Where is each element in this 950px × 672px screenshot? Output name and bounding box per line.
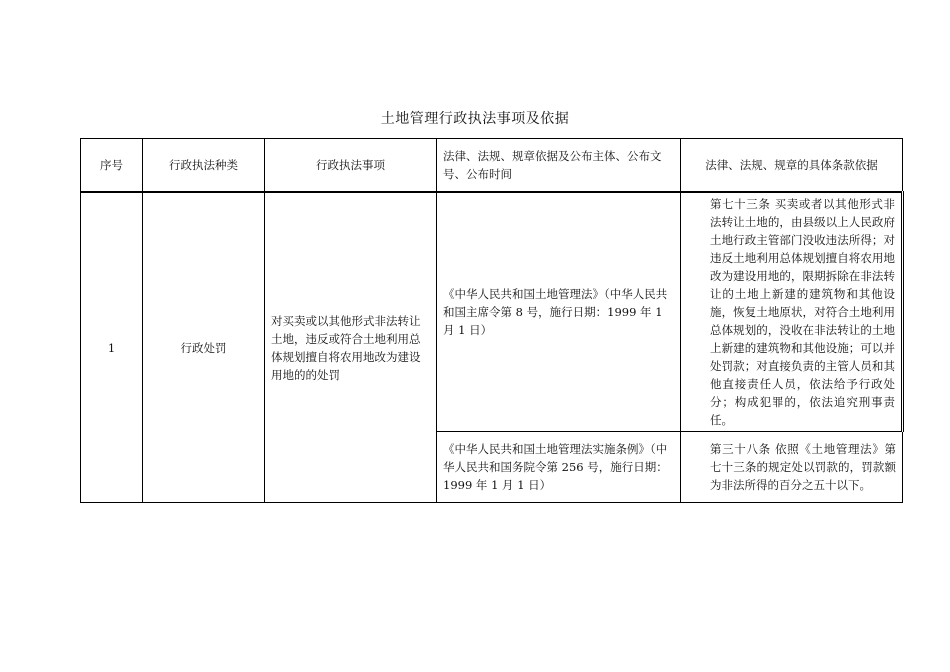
- header-legal-basis: 法律、法规、规章依据及公布主体、公布文号、公布时间: [437, 139, 681, 193]
- cell-category: 行政处罚: [143, 192, 265, 503]
- cell-article-text: [681, 192, 903, 432]
- table-row: [81, 192, 903, 432]
- table-header-row: [81, 139, 903, 193]
- cell-legal-basis: 《中华人民共和国土地管理法实施条例》（中华人民共和国务院令第 256 号，施行日期：1999 年 1 月 1 日）: [437, 432, 681, 503]
- cell-article-text: [681, 432, 903, 503]
- header-specific-articles: 法律、法规、规章的具体条款依据: [681, 139, 903, 193]
- article-paragraph: 第三十八条 依照《土地管理法》第七十三条的规定处以罚款的，罚款额为非法所得的百分之五十以下。: [710, 442, 896, 492]
- cell-seq: 1: [81, 192, 143, 503]
- article-paragraph: 第七十三条 买卖或者以其他形式非法转让土地的，由县级以上人民政府土地行政主管部门没收违法所得；对违反土地利用总体规划擅自将农用地改为建设用地的，限期拆除在非法转让的土地上新建的建筑物和其他设施，恢复土地原状，对符合土地利用总体规划的，没收在非法转让的土地上新建的建筑物和其他设施；可以并处罚款；对直接负责的主管人员和其他直接责任人员，依法给予行政处分；构成犯罪的，依法追究刑事责任。: [710, 197, 895, 427]
- header-category: 行政执法种类: [143, 139, 265, 193]
- cell-matter: 对买卖或以其他形式非法转让土地，违反或符合土地利用总体规划擅自将农用地改为建设用地的的处罚: [265, 192, 437, 503]
- document-title: 土地管理行政执法事项及依据: [380, 111, 570, 127]
- cell-legal-basis: 《中华人民共和国土地管理法》（中华人民共和国主席令第 8 号，施行日期：1999 年 1 月 1 日）: [437, 192, 681, 432]
- law-enforcement-table: [80, 138, 904, 503]
- header-matter: 行政执法事项: [265, 139, 437, 193]
- header-seq: 序号: [81, 139, 143, 193]
